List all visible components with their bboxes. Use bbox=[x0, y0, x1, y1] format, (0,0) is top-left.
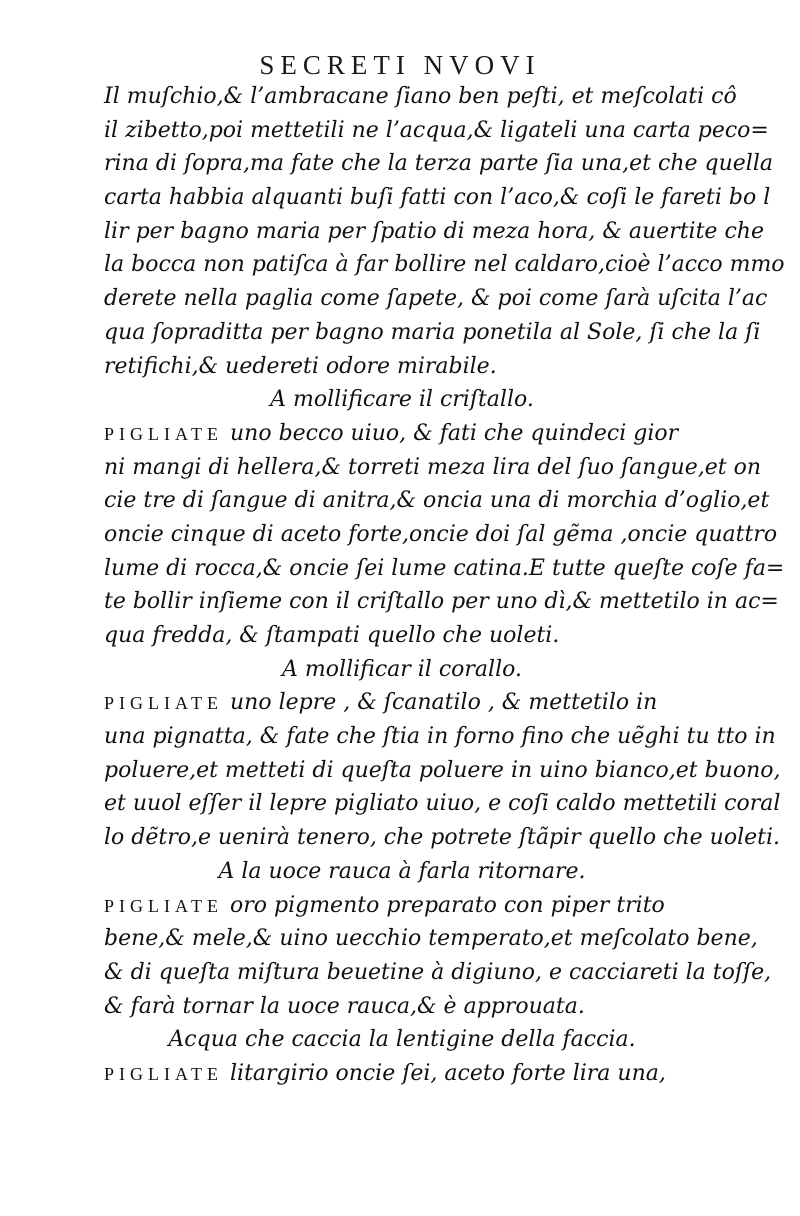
text-line bbox=[104, 248, 785, 282]
line-text: carta habbia alquanti buſi fatti con l’aco,& coſi le fareti bo l bbox=[104, 185, 771, 211]
text-line bbox=[104, 821, 781, 855]
line-text: & di queſta miſtura beuetine à digiuno, e cacciareti la toſſe, bbox=[104, 959, 772, 985]
line-text: lume di rocca,& oncie ſei lume catina.E tutte queſte coſe fa= bbox=[104, 555, 785, 581]
text-line bbox=[104, 754, 781, 788]
line-text: oro pigmento preparato con piper trito bbox=[223, 892, 665, 918]
line-text: oncie cinque di aceto forte,oncie doi ſal gẽma ,oncie quattro bbox=[104, 521, 778, 547]
line-text: & farà tornar la uoce rauca,& è approuata. bbox=[104, 993, 585, 1019]
line-text: rina di ſopra,ma fate che la terza parte ſia una,et che quella bbox=[104, 151, 773, 177]
section-heading bbox=[104, 855, 700, 889]
line-text: poluere,et metteti di queſta poluere in uino bianco,et buono, bbox=[104, 757, 781, 783]
text-line bbox=[104, 552, 785, 586]
text-line bbox=[104, 147, 773, 181]
text-line bbox=[104, 484, 770, 518]
line-text: uno becco uiuo, & fati che quindeci gior bbox=[223, 420, 679, 446]
section-heading bbox=[104, 383, 700, 417]
text-line bbox=[104, 787, 781, 821]
text-line bbox=[104, 1057, 700, 1091]
line-text: te bollir inſieme con il criſtallo per uno dì,& mettetilo in ac= bbox=[104, 589, 779, 615]
line-text: qua ſopraditta per bagno maria ponetila al Sole, ſi che la ſi bbox=[104, 319, 761, 345]
text-line bbox=[104, 316, 761, 350]
line-text: litargirio oncie ſei, aceto forte lira una, bbox=[223, 1060, 666, 1086]
line-text: retifichi,& uedereti odore mirabile. bbox=[104, 353, 497, 379]
line-text: ni mangi di hellera,& torreti meza lira del ſuo ſangue,et on bbox=[104, 454, 761, 480]
line-text: et uuol eſſer il lepre pigliato uiuo, e coſi caldo mettetili coral bbox=[104, 791, 781, 817]
line-text: A la uoce rauca à farla ritornare. bbox=[218, 858, 586, 884]
text-line bbox=[104, 585, 779, 619]
small-caps-initial: PIGLIATE bbox=[104, 1063, 223, 1084]
text-line bbox=[104, 686, 700, 720]
line-text: A mollificar il corallo. bbox=[282, 656, 522, 682]
section-heading bbox=[104, 1023, 700, 1057]
text-line bbox=[104, 518, 778, 552]
text-line bbox=[104, 350, 700, 384]
text-line bbox=[104, 417, 700, 451]
text-line bbox=[104, 990, 700, 1024]
text-line bbox=[104, 889, 700, 923]
small-caps-initial: PIGLIATE bbox=[104, 895, 223, 916]
text-line bbox=[104, 215, 764, 249]
small-caps-initial: PIGLIATE bbox=[104, 423, 223, 444]
line-text: la bocca non patiſca à far bollire nel caldaro,cioè l’acco mmo bbox=[104, 252, 785, 278]
line-text: Acqua che caccia la lentigine della faccia. bbox=[168, 1027, 636, 1053]
text-line bbox=[104, 922, 758, 956]
line-text: lir per bagno maria per ſpatio di meza hora, & auertite che bbox=[104, 218, 764, 244]
running-title: SECRETI NVOVI bbox=[259, 50, 541, 80]
text-line bbox=[104, 80, 737, 114]
line-text: uno lepre , & ſcanatilo , & mettetilo in bbox=[223, 690, 658, 716]
text-line bbox=[104, 451, 761, 485]
line-text: una pignatta, & fate che ſtia in forno fino che uẽghi tu tto in bbox=[104, 724, 776, 750]
text-line bbox=[104, 619, 700, 653]
text-line bbox=[104, 114, 769, 148]
page-text bbox=[104, 80, 785, 1091]
text-line bbox=[104, 720, 776, 754]
line-text: A mollificare il criſtallo. bbox=[270, 387, 534, 413]
line-text: qua fredda, & ſtampati quello che uoleti. bbox=[104, 623, 560, 648]
line-text: Il muſchio,& l’ambracane ſiano ben peſti, et meſcolati cô bbox=[104, 84, 737, 109]
text-line bbox=[104, 181, 771, 215]
line-text: il zibetto,poi mettetili ne l’acqua,& ligateli una carta peco= bbox=[104, 117, 769, 143]
section-heading bbox=[104, 653, 700, 687]
line-text: lo dẽtro,e uenirà tenero, che potrete ſtãpir quello che uoleti. bbox=[104, 825, 781, 851]
small-caps-initial: PIGLIATE bbox=[104, 693, 223, 714]
line-text: bene,& mele,& uino uecchio temperato,et meſcolato bene, bbox=[104, 926, 758, 952]
line-text: cie tre di ſangue di anitra,& oncia una di morchia d’oglio,et bbox=[104, 488, 770, 514]
text-line bbox=[104, 956, 772, 990]
text-line bbox=[104, 282, 768, 316]
line-text: derete nella paglia come ſapete, & poi come ſarà uſcita l’ac bbox=[104, 286, 768, 312]
